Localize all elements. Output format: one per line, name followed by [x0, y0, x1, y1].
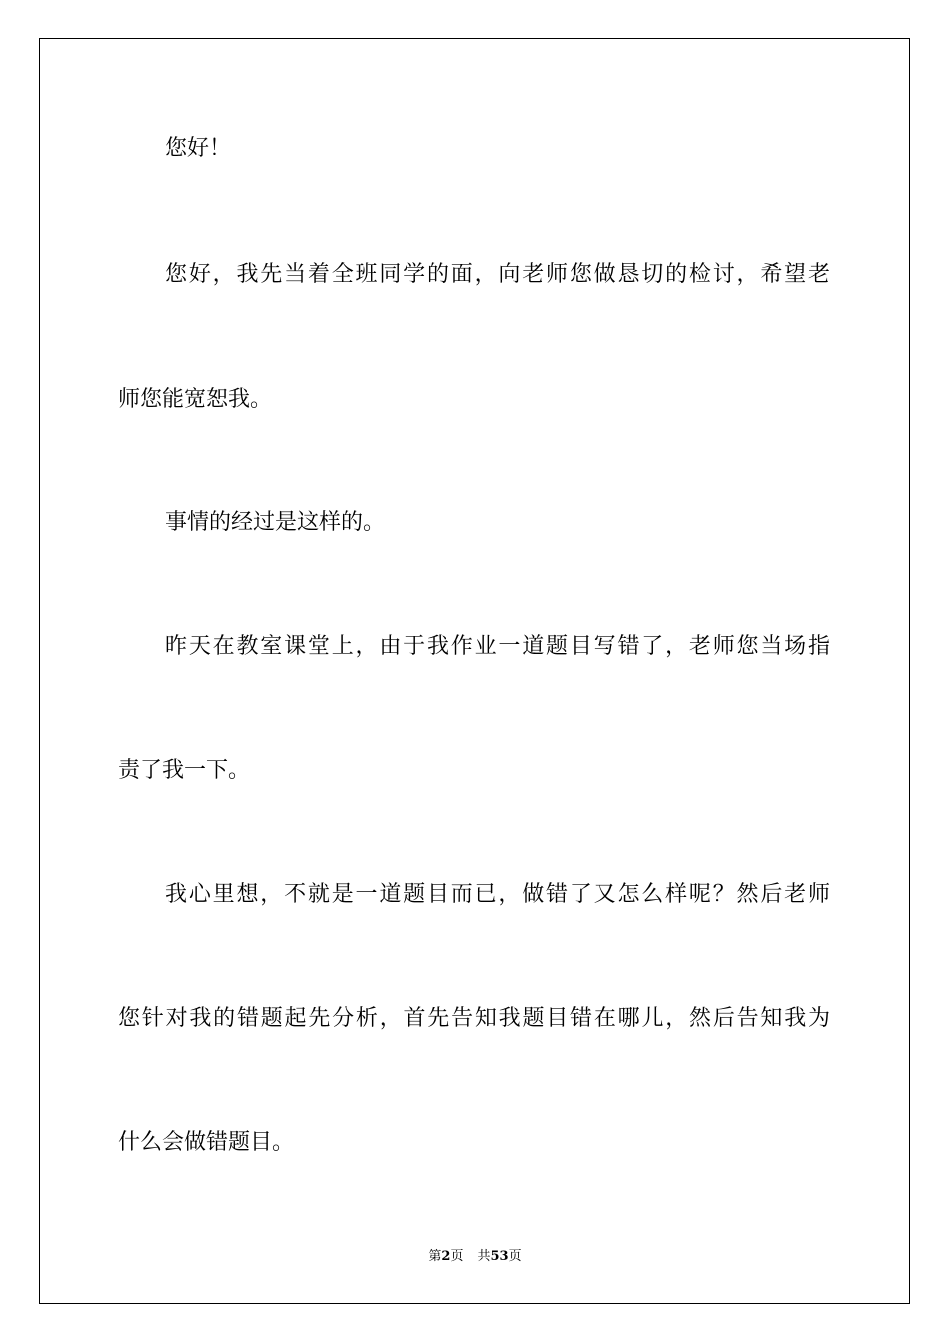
total-prefix: 共	[477, 1249, 491, 1264]
page-suffix: 页	[450, 1249, 464, 1264]
total-suffix: 页	[508, 1249, 522, 1264]
paragraph-2-line-1: 事情的经过是这样的。	[165, 510, 386, 535]
paragraph-3-line-1: 昨天在教室课堂上，由于我作业一道题目写错了，老师您当场指	[165, 634, 830, 659]
greeting-line: 您好！	[165, 136, 232, 161]
paragraph-3-line-2: 责了我一下。	[118, 758, 251, 783]
page-prefix: 第	[428, 1249, 442, 1264]
paragraph-4-line-2: 您针对我的错题起先分析，首先告知我题目错在哪儿，然后告知我为	[118, 1006, 830, 1031]
total-pages: 53	[490, 1249, 509, 1264]
page-footer	[0, 1245, 950, 1264]
page-number: 2	[441, 1249, 451, 1264]
paragraph-4-line-3: 什么会做错题目。	[118, 1130, 295, 1155]
page-border	[39, 38, 910, 1304]
paragraph-4-line-1: 我心里想，不就是一道题目而已，做错了又怎么样呢？然后老师	[165, 882, 830, 907]
paragraph-1-line-2: 师您能宽恕我。	[118, 387, 273, 412]
paragraph-1-line-1: 您好，我先当着全班同学的面，向老师您做恳切的检讨，希望老	[165, 262, 830, 287]
